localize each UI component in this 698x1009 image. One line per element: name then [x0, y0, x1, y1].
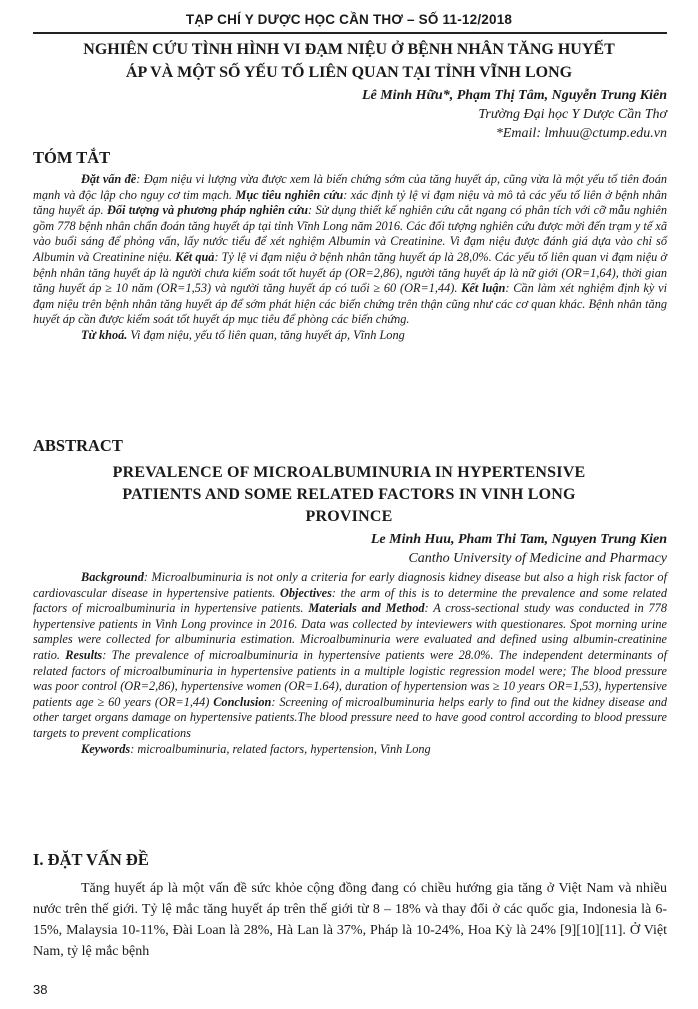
en-abstract [33, 570, 667, 757]
vi-title-line: NGHIÊN CỨU TÌNH HÌNH VI ĐẠM NIỆU Ở BỆNH NHÂN TĂNG HUYẾT [83, 41, 615, 58]
en-title-line: PREVALENCE OF MICROALBUMINURIA IN HYPERTENSIVE [112, 464, 586, 481]
en-title-line: PATIENTS AND SOME RELATED FACTORS IN VINH LONG [122, 486, 576, 503]
en-title [30, 462, 668, 528]
page-number: 38 [33, 982, 48, 997]
en-author-block [371, 530, 667, 568]
summary-heading: TÓM TẮT [33, 148, 111, 167]
en-kw-label: Keywords [81, 741, 131, 756]
vi-bg-label: Đặt vấn đề [81, 172, 137, 186]
vi-kw-label: Từ khoá. [81, 327, 128, 342]
vi-keywords [33, 328, 667, 344]
vi-method-label: Đối tượng và phương pháp nghiên cứu [106, 203, 308, 218]
running-header: TẠP CHÍ Y DƯỢC HỌC CẦN THƠ – SỐ 11-12/2018 [185, 12, 513, 27]
vi-title-line: ÁP VÀ MỘT SỐ YẾU TỐ LIÊN QUAN TẠI TỈNH VĨNH LONG [125, 64, 573, 81]
en-title-line: PROVINCE [305, 508, 393, 525]
vi-obj-text: : xác định tỷ lệ vi đạm niệu và mô tả các yếu tố liên ở bệnh nhân tăng huyết áp. [33, 187, 667, 218]
vi-kw-text: Vi đạm niệu, yếu tố liên quan, tăng huyết áp, Vĩnh Long [127, 327, 405, 342]
en-authors: Le Minh Huu, Pham Thi Tam, Nguyen Trung Kien [370, 532, 667, 547]
intro-body [33, 878, 667, 962]
en-obj-text: : the arm of this is to determine the prevalence and some related factors of microalbuminuria in hypertensive patients. [33, 585, 667, 616]
vi-bg-text: : Đạm niệu vi lượng vừa được xem là biến chứng sớm của tăng huyết áp, cũng vừa là một yếu tố tiên đoán mạnh và độc lập cho nguy cơ tim mạch. [33, 172, 667, 202]
en-bg-label: Background [81, 570, 144, 584]
en-affiliation: Cantho University of Medicine and Pharmacy [408, 551, 667, 566]
vi-abstract-paragraph [33, 172, 667, 328]
vi-obj-label: Mục tiêu nghiên cứu [235, 187, 344, 202]
vi-method-text: : Sử dụng thiết kế nghiên cứu cắt ngang có phân tích với cỡ mẫu nghiên gồm 778 bệnh nhân chẩn đoán tăng huyết áp tại tỉnh Vĩnh Long năm 2016. Các đối tượng nghiên cứu được mời đến trạm y tế xã vào buổi sáng để phỏng vấn, lấy nước tiểu để xét nghiệm Albumin và Creatinine. Vi đạm niệu được đánh giá dựa vào chỉ số Albumin và Creatinine niệu. [33, 203, 668, 264]
vi-result-label: Kết quả [175, 249, 215, 264]
en-bg-text: : Microalbuminuria is not only a criteria for early diagnosis kidney disease but also a high risk factor of cardiovascular disease in hypertensive patients. [33, 570, 667, 600]
en-method-text: : A cross-sectional study was conducted in 778 hypertensive patients in Vinh Long province in 2016. Data was collected by inteviewers with questionares. Spot morning urine samples were collected for albuminuria estimation. Microalbuminuria were evaluated and defined using albumin-creatinine ratio. [33, 601, 667, 662]
en-result-label: Results [65, 647, 103, 662]
vi-author-block [362, 86, 667, 143]
vi-result-text: : Tỷ lệ vi đạm niệu ở bệnh nhân tăng huyết áp là 28,0%. Các yếu tố liên quan vi đạm niệu ở bệnh nhân tăng huyết áp là người chưa kiểm soát tốt huyết áp (OR=2,86), người tăng huyết áp là nữ giới (OR=1,64), thời gian tăng huyết áp ≥ 10 năm (OR=1,53) và người tăng huyết áp có tuổi ≥ 60 (OR=1,44). [33, 249, 667, 296]
en-method-label: Materials and Method [308, 601, 425, 616]
en-obj-label: Objectives [279, 585, 332, 600]
en-kw-text: : microalbuminuria, related factors, hypertension, Vinh Long [130, 741, 431, 756]
vi-authors: Lê Minh Hữu*, Phạm Thị Tâm, Nguyễn Trung Kiên [361, 88, 667, 103]
intro-paragraph: Tăng huyết áp là một vấn đề sức khỏe cộng đồng đang có chiều hướng gia tăng ở Việt Nam và nhiều nước trên thế giới. Tỷ lệ mắc tăng huyết áp trên thế giới từ 8 – 18% và thay đổi ở các quốc gia, Indonesia là 6-15%, Malaysia 10-11%, Đài Loan là 28%, Hà Lan là 37%, Pháp là 10-24%, Hoa Kỳ là 24% [9][10][11]. Ở Việt Nam, tỷ lệ mắc bệnh [33, 881, 667, 959]
vi-affiliation: Trường Đại học Y Dược Cần Thơ [478, 107, 667, 122]
en-concl-label: Conclusion [213, 694, 272, 709]
en-concl-text: : Screening of microalbuminuria helps early to find out the kidney disease and other target organs damage on hypertensive patients.The blood pressure need to have good control according to blood pressure targets to prevent complications [33, 694, 667, 740]
vi-email: *Email: lmhuu@ctump.edu.vn [495, 126, 667, 141]
en-abstract-paragraph [33, 570, 667, 742]
abstract-heading: ABSTRACT [33, 436, 123, 455]
en-result-text: : The prevalence of microalbuminuria in hypertensive patients were 28.0%. The independent determinants of related factors of microalbuminuria in hypertensive patients in a multiple logistic regression model were; The blood pressure was poor control (OR=2,86), hypertensive women (OR=1.64), duration of hypertension was ≥ 10 years OR=1,53), hypertensive patients age ≥ 60 years (OR=1,44) [33, 647, 667, 709]
vi-abstract [33, 172, 667, 344]
intro-heading: I. ĐẶT VẤN ĐỀ [33, 850, 149, 869]
vi-title [20, 38, 678, 84]
en-keywords [33, 742, 667, 758]
header-rule [33, 32, 667, 34]
vi-concl-text: : Cần làm xét nghiệm định kỳ vi đạm niệu trên bệnh nhân tăng huyết áp để sớm phát hiện các biến chứng trên thận cũng như các cơ quan khác. Bệnh nhân tăng huyết áp cần được kiểm soát tốt huyết áp mục tiêu để phòng các biến chứng. [33, 281, 667, 327]
vi-concl-label: Kết luận [461, 281, 506, 296]
